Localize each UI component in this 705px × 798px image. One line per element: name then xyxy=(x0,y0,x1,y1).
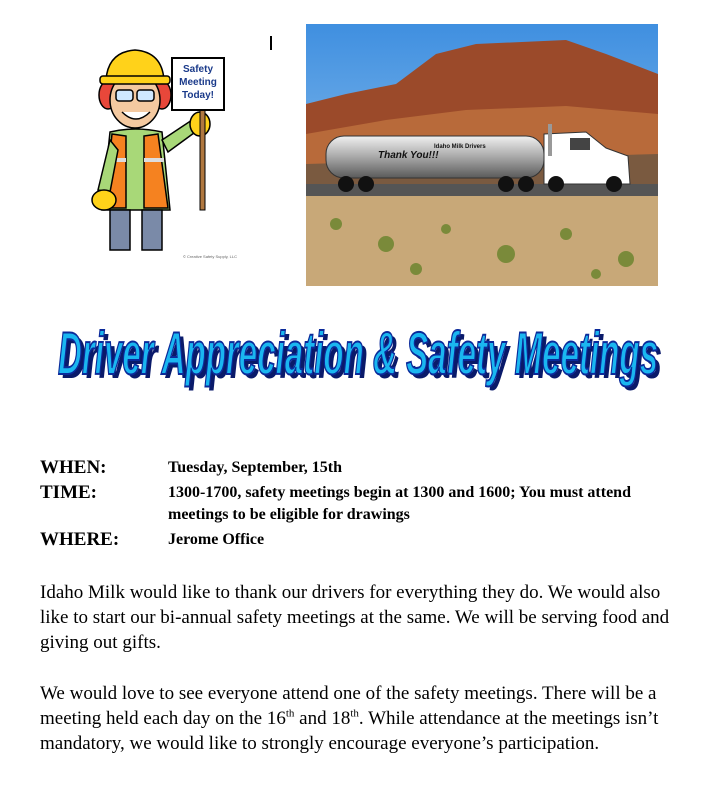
tanker-thank-you: Thank You!!! xyxy=(378,150,439,161)
ordinal-suffix-16: th xyxy=(285,707,295,720)
event-details xyxy=(40,456,680,553)
safety-worker-clipart xyxy=(70,40,270,265)
when-value: Tuesday, September, 15th xyxy=(168,459,342,476)
sign-line-1: Safety xyxy=(182,64,214,75)
tanker-truck-photo xyxy=(306,24,658,286)
paragraph-attendance-part3: . While attendance at the meetings isn’t mandatory, we would like to strongly encourage everyone’s participation. xyxy=(40,708,659,754)
sign-line-2: Meeting xyxy=(179,77,217,88)
tanker-company: Idaho Milk Drivers xyxy=(434,144,486,150)
when-label: WHEN: xyxy=(40,457,107,478)
banner-title xyxy=(40,300,680,430)
banner-title-shadow: Driver Appreciation & Safety Meetings xyxy=(62,324,662,391)
paragraph-attendance-part2: and 18 xyxy=(294,708,351,729)
where-value: Jerome Office xyxy=(168,531,265,548)
ordinal-suffix-18: th xyxy=(350,707,359,720)
banner-title-text: Driver Appreciation & Safety Meetings xyxy=(58,320,658,387)
paragraph-attendance xyxy=(40,681,690,756)
paragraph-thank-you: Idaho Milk would like to thank our drivers for everything they do. We would also like to start our bi-annual safety meetings at the same. We will be serving food and giving out gifts. xyxy=(40,582,670,653)
time-label: TIME: xyxy=(40,482,97,503)
where-row xyxy=(40,528,680,551)
time-row xyxy=(40,481,680,526)
paragraph-attendance-part1: We would love to see everyone attend one of the safety meetings. There will be a meeting held each day on the 16 xyxy=(40,683,657,729)
clipart-copyright: © Creative Safety Supply, LLC xyxy=(182,254,238,259)
time-value: 1300-1700, safety meetings begin at 1300 and 1600; You must attend meetings to be eligible for drawings xyxy=(168,484,631,523)
sign-line-3: Today! xyxy=(181,90,215,101)
when-row xyxy=(40,456,680,479)
where-label: WHERE: xyxy=(40,529,120,550)
text-cursor xyxy=(270,36,272,50)
